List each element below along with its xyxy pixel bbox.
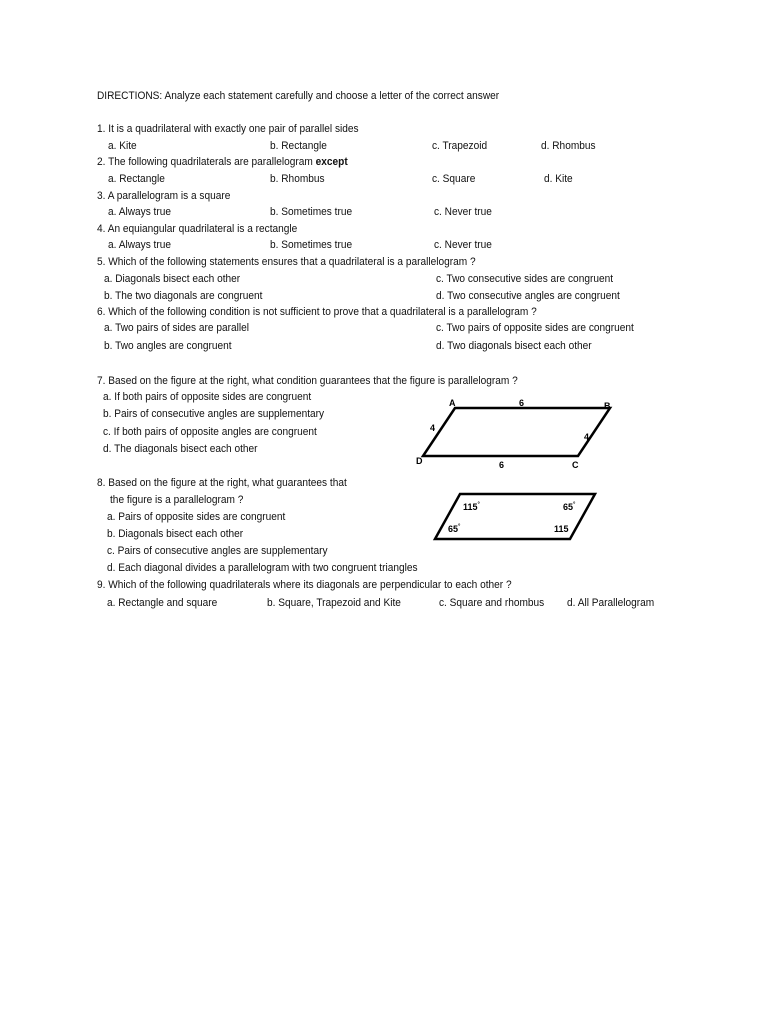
vertex-c-label: C xyxy=(572,460,579,470)
angle-bottom-right: 115 xyxy=(554,524,569,534)
question-6-stem: 6. Which of the following condition is not sufficient to prove that a quadrilateral is a parallelogram ? xyxy=(97,306,537,318)
q7-choice-a: a. If both pairs of opposite sides are congruent xyxy=(103,391,312,403)
parallelogram-figure-2 xyxy=(430,488,605,546)
q8-choice-b: b. Diagonals bisect each other xyxy=(107,528,244,540)
q5-choice-c: c. Two consecutive sides are congruent xyxy=(436,273,614,285)
q3-choice-b: b. Sometimes true xyxy=(270,206,353,218)
side-bc-length: 4 xyxy=(584,432,590,442)
angle-top-right xyxy=(563,502,576,512)
q7-choice-c: c. If both pairs of opposite angles are congruent xyxy=(103,426,317,438)
q5-choice-b: b. The two diagonals are congruent xyxy=(104,290,263,302)
side-dc-length: 6 xyxy=(499,460,505,470)
angle-top-left-degree: ° xyxy=(477,502,480,508)
question-2-emphasis: except xyxy=(315,156,348,168)
q1-choice-a: a. Kite xyxy=(108,140,137,152)
angle-top-right-value: 65 xyxy=(563,502,574,512)
side-ad-length: 4 xyxy=(430,423,436,433)
q8-choice-d: d. Each diagonal divides a parallelogram with two congruent triangles xyxy=(107,562,418,574)
angle-top-right-degree: ° xyxy=(573,502,576,508)
q6-choice-a: a. Two pairs of sides are parallel xyxy=(104,322,249,334)
question-7-stem: 7. Based on the figure at the right, what condition guarantees that the figure is parallelogram ? xyxy=(97,375,518,387)
parallelogram-abcd xyxy=(423,408,610,456)
question-3-stem: 3. A parallelogram is a square xyxy=(97,190,231,202)
q3-choice-c: c. Never true xyxy=(434,206,492,218)
q9-choice-b: b. Square, Trapezoid and Kite xyxy=(267,597,401,609)
vertex-a-label: A xyxy=(449,398,456,408)
q7-choice-d: d. The diagonals bisect each other xyxy=(103,443,258,455)
question-5-stem: 5. Which of the following statements ensures that a quadrilateral is a parallelogram ? xyxy=(97,256,476,268)
q4-choice-c: c. Never true xyxy=(434,239,492,251)
q9-choice-d: d. All Parallelogram xyxy=(567,597,655,609)
q2-choice-d: d. Kite xyxy=(544,173,573,185)
question-2-stem xyxy=(97,155,348,169)
vertex-d-label: D xyxy=(416,456,423,466)
angle-top-left-value: 115 xyxy=(463,502,478,512)
q6-choice-d: d. Two diagonals bisect each other xyxy=(436,340,592,352)
q5-choice-a: a. Diagonals bisect each other xyxy=(104,273,241,285)
q8-choice-a: a. Pairs of opposite sides are congruent xyxy=(107,511,286,523)
question-2-stem-text: 2. The following quadrilaterals are parallelogram xyxy=(97,156,316,168)
q4-choice-b: b. Sometimes true xyxy=(270,239,353,251)
parallelogram-angles xyxy=(435,494,595,539)
q3-choice-a: a. Always true xyxy=(108,206,172,218)
q2-choice-c: c. Square xyxy=(432,173,476,185)
q2-choice-b: b. Rhombus xyxy=(270,173,325,185)
q6-choice-b: b. Two angles are congruent xyxy=(104,340,232,352)
q1-choice-b: b. Rectangle xyxy=(270,140,327,152)
q1-choice-c: c. Trapezoid xyxy=(432,140,488,152)
q8-choice-c: c. Pairs of consecutive angles are supplementary xyxy=(107,545,328,557)
q1-choice-d: d. Rhombus xyxy=(541,140,596,152)
q6-choice-c: c. Two pairs of opposite sides are congruent xyxy=(436,322,634,334)
question-1-stem: 1. It is a quadrilateral with exactly one pair of parallel sides xyxy=(97,123,359,135)
q5-choice-d: d. Two consecutive angles are congruent xyxy=(436,290,620,302)
angle-bottom-left xyxy=(448,524,461,534)
q9-choice-c: c. Square and rhombus xyxy=(439,597,545,609)
vertex-b-label: B xyxy=(604,401,611,411)
q4-choice-a: a. Always true xyxy=(108,239,172,251)
q9-choice-a: a. Rectangle and square xyxy=(107,597,218,609)
side-ab-length: 6 xyxy=(519,398,525,408)
question-8-stem: 8. Based on the figure at the right, what guarantees that xyxy=(97,477,347,489)
parallelogram-figure-1 xyxy=(410,395,630,475)
q7-choice-b: b. Pairs of consecutive angles are supplementary xyxy=(103,408,325,420)
q2-choice-a: a. Rectangle xyxy=(108,173,165,185)
angle-top-left xyxy=(463,502,481,512)
angle-bottom-left-degree: ° xyxy=(458,524,461,530)
directions: DIRECTIONS: Analyze each statement carefully and choose a letter of the correct answer xyxy=(97,90,500,102)
angle-bottom-left-value: 65 xyxy=(448,524,459,534)
question-4-stem: 4. An equiangular quadrilateral is a rectangle xyxy=(97,223,298,235)
question-8-stem-continued: the figure is a parallelogram ? xyxy=(110,494,244,506)
question-9-stem: 9. Which of the following quadrilaterals where its diagonals are perpendicular to each other ? xyxy=(97,579,512,591)
